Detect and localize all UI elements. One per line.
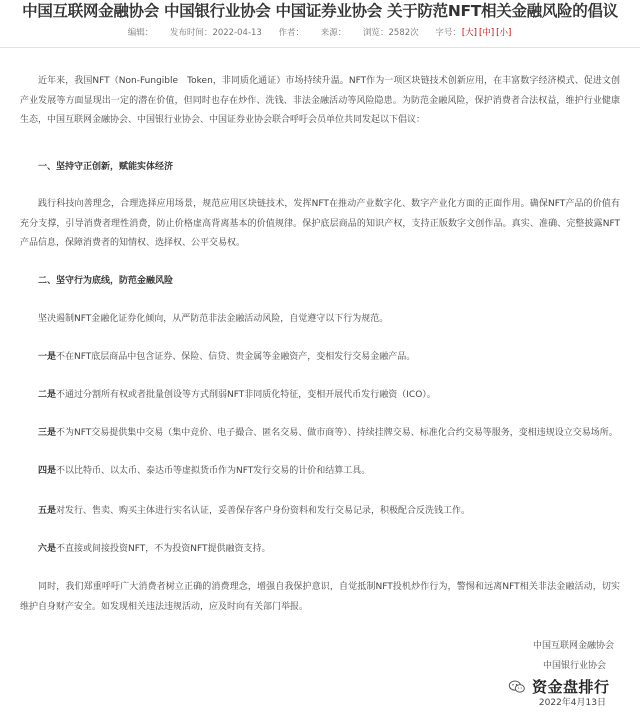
list-item: 二是不通过分割所有权或者批量创设等方式削弱NFT非同质化特征，变相开展代币发行融资（ICO）。 <box>38 390 436 400</box>
signature-date: 2022年4月13日 <box>538 698 606 708</box>
section-heading-1: 一、坚持守正创新，赋能实体经济 <box>38 162 174 172</box>
watermark-text: 资金盘排行 <box>532 678 610 696</box>
font-size-small-link[interactable]: [小] <box>496 28 512 38</box>
publish-time: 发布时间：2022-04-13 <box>169 28 262 38</box>
wechat-icon <box>508 680 526 694</box>
section-2-paragraph: 坚决遏制NFT金融化证券化倾向，从严防范非法金融活动风险，自觉遵守以下行为规范。 <box>38 314 389 324</box>
view-count: 浏览：2582次 <box>362 28 419 38</box>
intro-paragraph: 近年来，我国NFT（Non-Fungible Token，非同质化通证）市场持续升温。NFT作为一项区块链技术创新应用，在丰富数字经济模式、促进文创产业发展等方面显现出一定的潜在价值，但同时也存在炒作、洗钱、非法金融活动等风险隐患。为防范金融风险，保护消费者合法权益，维护行业健康生态，中国互联网金融协会、中国银行业协会、中国证券业协会联合呼吁会员单位共同发起以下倡议： <box>20 76 620 125</box>
header-divider <box>0 47 640 48</box>
page-title: 中国互联网金融协会 中国银行业协会 中国证券业协会 关于防范NFT相关金融风险的倡议 <box>22 2 618 20</box>
list-item: 五是对发行、售卖、购买主体进行实名认证，妥善保存客户身份资料和发行交易记录，积极配合反洗钱工作。 <box>38 506 471 516</box>
signature-org-1: 中国互联网金融协会 <box>532 641 614 651</box>
font-size-large-link[interactable]: [大] <box>461 28 477 38</box>
source-label: 来源： <box>320 28 347 38</box>
watermark <box>508 676 610 697</box>
author-label: 作者： <box>278 28 305 38</box>
font-size-switcher: 字号：[大] [中] [小] <box>435 28 512 38</box>
editor-label: 编辑： <box>127 28 154 38</box>
list-item: 四是不以比特币、以太币、泰达币等虚拟货币作为NFT发行交易的计价和结算工具。 <box>38 466 371 476</box>
signature-org-2: 中国银行业协会 <box>542 661 606 671</box>
article-meta <box>0 26 640 40</box>
font-size-medium-link[interactable]: [中] <box>479 28 495 38</box>
section-1-paragraph: 践行科技向善理念，合理选择应用场景，规范应用区块链技术，发挥NFT在推动产业数字化、数字产业化方面的正面作用。确保NFT产品的价值有充分支撑，引导消费者理性消费，防止价格虚高背离基本的价值规律。保护底层商品的知识产权，支持正版数字文创作品。真实、准确、完整披露NFT产品信息，保障消费者的知情权、选择权、公平交易权。 <box>20 199 620 248</box>
list-item: 六是不直接或间接投资NFT，不为投资NFT提供融资支持。 <box>38 544 271 554</box>
list-item: 一是不在NFT底层商品中包含证券、保险、信贷、贵金属等金融资产，变相发行交易金融产品。 <box>38 352 416 362</box>
closing-paragraph: 同时，我们郑重呼吁广大消费者树立正确的消费理念，增强自我保护意识，自觉抵制NFT投机炒作行为，警惕和远离NFT相关非法金融活动，切实维护自身财产安全。如发现相关违法违规活动，应及时向有关部门举报。 <box>20 582 620 612</box>
section-heading-2: 二、坚守行为底线，防范金融风险 <box>38 276 174 286</box>
list-item: 三是不为NFT交易提供集中交易（集中竞价、电子撮合、匿名交易、做市商等）、持续挂牌交易、标准化合约交易等服务，变相违规设立交易场所。 <box>38 428 618 438</box>
